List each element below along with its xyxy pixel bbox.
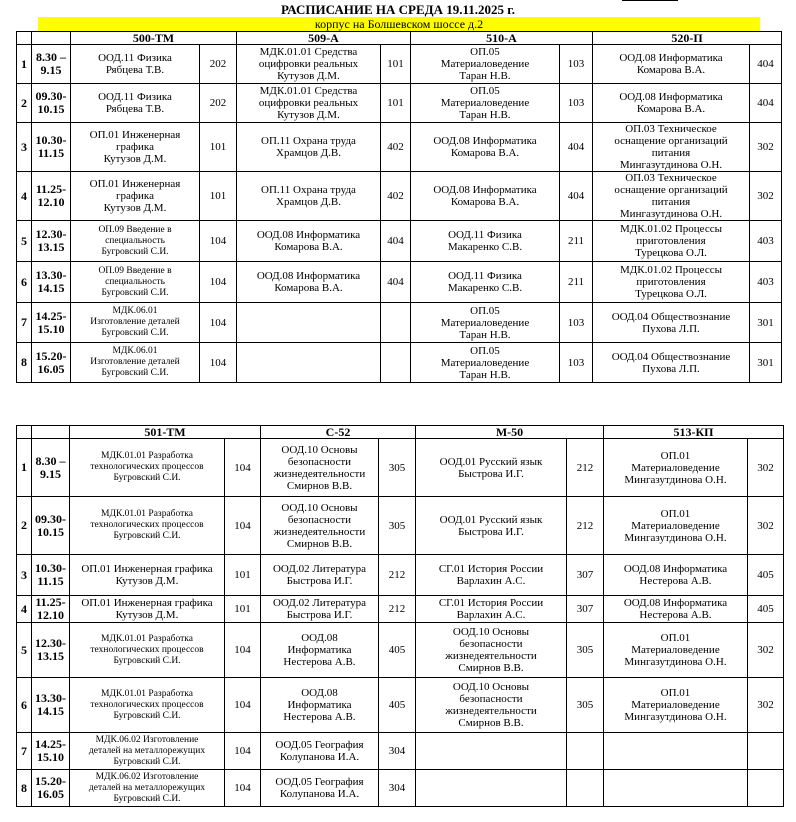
group-header: С-52 [261,426,416,439]
subject-cell: СГ.01 История России Варлахин А.С. [416,596,567,623]
subject-cell: ОП.01 Материаловедение Мингазутдинова О.Н. [604,497,748,555]
room-cell: 104 [225,770,261,807]
room-cell: 301 [750,303,782,343]
group-header: М-50 [416,426,604,439]
subject-cell: ОП.05 Материаловедение Таран Н.В. [411,303,560,343]
lesson-number: 2 [17,84,32,123]
room-cell [748,770,784,807]
table-row [17,623,784,678]
room-cell: 104 [200,303,237,343]
group-header: 500-ТМ [71,32,237,45]
schedule-table-2 [16,425,784,807]
subject-cell: СГ.01 История России Варлахин А.С. [416,555,567,596]
subject-cell [416,770,567,807]
lesson-time: 11.25- 12.10 [32,172,71,221]
header-row [17,426,784,439]
subject-cell: ООД.10 Основы безопасности жизнедеятельности Смирнов В.В. [261,439,379,497]
room-cell: 404 [381,221,411,262]
room-cell: 104 [200,343,237,383]
room-cell: 104 [225,623,261,678]
table-row [17,84,782,123]
room-cell: 404 [560,123,593,172]
room-cell: 304 [379,733,416,770]
lesson-number: 3 [17,123,32,172]
subject-cell: МДК.06.02 Изготовление деталей на металлорежущих Бугровский С.И. [70,770,225,807]
subject-cell: МДК.01.02 Процессы приготовления Турецкова О.Л. [593,221,750,262]
lesson-number: 6 [17,678,32,733]
room-cell: 405 [379,678,416,733]
header-time [32,32,71,45]
room-cell: 404 [750,45,782,84]
subject-cell: ООД.08 Информатика Комарова В.А. [411,172,560,221]
room-cell: 302 [750,172,782,221]
group-header: 501-ТМ [70,426,261,439]
page-title: РАСПИСАНИЕ НА СРЕДА 19.11.2025 г. [281,2,515,17]
subject-cell: ООД.10 Основы безопасности жизнедеятельности Смирнов В.В. [261,497,379,555]
subject-cell: ООД.05 География Колупанова И.А. [261,770,379,807]
table-row [17,555,784,596]
subject-cell: ООД.01 Русский язык Быстрова И.Г. [416,439,567,497]
room-cell: 302 [748,439,784,497]
top-rule [622,0,678,1]
room-cell: 101 [381,45,411,84]
subject-cell: ОП.09 Введение в специальность Бугровский С.И. [71,262,200,303]
subject-cell [237,303,381,343]
group-header: 520-П [593,32,782,45]
table-row [17,678,784,733]
room-cell: 103 [560,84,593,123]
subject-cell: МДК.06.01 Изготовление деталей Бугровский С.И. [71,343,200,383]
subject-cell: ООД.10 Основы безопасности жизнедеятельности Смирнов В.В. [416,623,567,678]
lesson-time: 12.30- 13.15 [32,623,70,678]
table-row [17,439,784,497]
lesson-time: 15.20- 16.05 [32,343,71,383]
subject-cell: ООД.08 Информатика Комарова В.А. [593,84,750,123]
room-cell: 405 [748,596,784,623]
subject-cell: ОП.01 Инженерная графика Кутузов Д.М. [70,596,225,623]
subject-cell [416,733,567,770]
lesson-number: 1 [17,439,32,497]
table-row [17,596,784,623]
lesson-number: 7 [17,733,32,770]
room-cell: 302 [750,123,782,172]
room-cell: 404 [560,172,593,221]
room-cell: 202 [200,45,237,84]
subject-cell: МДК.01.01 Разработка технологических процессов Бугровский С.И. [70,497,225,555]
subject-cell: ОП.11 Охрана труда Храмцов Д.В. [237,123,381,172]
room-cell: 403 [750,262,782,303]
room-cell: 305 [567,678,604,733]
room-cell: 104 [200,221,237,262]
lesson-number: 8 [17,343,32,383]
room-cell: 101 [225,555,261,596]
room-cell [748,733,784,770]
room-cell: 405 [379,623,416,678]
subject-cell: ОП.03 Техническое оснащение организаций питания Мингазутдинова О.Н. [593,123,750,172]
lesson-number: 5 [17,221,32,262]
subject-cell [604,770,748,807]
room-cell [567,733,604,770]
subject-cell: ОП.05 Материаловедение Таран Н.В. [411,343,560,383]
lesson-number: 4 [17,172,32,221]
room-cell: 104 [225,439,261,497]
table-row [17,497,784,555]
subject-cell: ОП.05 Материаловедение Таран Н.В. [411,45,560,84]
room-cell: 302 [748,497,784,555]
subject-cell: ООД.11 Физика Рябцева Т.В. [71,45,200,84]
room-cell: 307 [567,596,604,623]
table-row [17,172,782,221]
subject-cell: ООД.02 Литература Быстрова И.Г. [261,596,379,623]
room-cell: 212 [567,439,604,497]
room-cell: 101 [225,596,261,623]
subject-cell: ОП.01 Инженерная графика Кутузов Д.М. [70,555,225,596]
lesson-number: 1 [17,45,32,84]
room-cell: 211 [560,262,593,303]
room-cell [381,303,411,343]
lesson-time: 13.30- 14.15 [32,678,70,733]
subject-cell: ООД.11 Физика Макаренко С.В. [411,262,560,303]
subject-cell: ООД.01 Русский язык Быстрова И.Г. [416,497,567,555]
subject-cell: ОП.01 Инженерная графика Кутузов Д.М. [71,123,200,172]
room-cell: 212 [567,497,604,555]
subject-cell: МДК.06.01 Изготовление деталей Бугровский С.И. [71,303,200,343]
room-cell: 307 [567,555,604,596]
lesson-number: 3 [17,555,32,596]
lesson-time: 09.30- 10.15 [32,84,71,123]
header-num [17,32,32,45]
subject-cell: ООД.11 Физика Рябцева Т.В. [71,84,200,123]
table-row [17,221,782,262]
lesson-time: 8.30 – 9.15 [32,45,71,84]
room-cell: 211 [560,221,593,262]
lesson-number: 7 [17,303,32,343]
table-row [17,733,784,770]
table-row [17,343,782,383]
lesson-number: 6 [17,262,32,303]
header-row [17,32,782,45]
lesson-number: 5 [17,623,32,678]
subject-cell: ООД.10 Основы безопасности жизнедеятельности Смирнов В.В. [416,678,567,733]
subject-cell: ОП.09 Введение в специальность Бугровский С.И. [71,221,200,262]
room-cell: 404 [750,84,782,123]
room-cell: 305 [567,623,604,678]
table-row [17,303,782,343]
subject-cell: ООД.05 География Колупанова И.А. [261,733,379,770]
subject-cell: МДК.01.01 Разработка технологических процессов Бугровский С.И. [70,439,225,497]
room-cell: 103 [560,45,593,84]
room-cell: 101 [381,84,411,123]
subject-cell: ОП.05 Материаловедение Таран Н.В. [411,84,560,123]
room-cell: 104 [200,262,237,303]
room-cell: 103 [560,343,593,383]
subject-cell: ООД.08 Информатика Комарова В.А. [237,221,381,262]
subject-cell [237,343,381,383]
room-cell: 212 [379,555,416,596]
subject-cell: ООД.04 Обществознание Пухова Л.П. [593,343,750,383]
subject-cell: ОП.01 Материаловедение Мингазутдинова О.Н. [604,623,748,678]
subject-cell: ООД.08 Информатика Комарова В.А. [593,45,750,84]
room-cell: 301 [750,343,782,383]
subject-cell [604,733,748,770]
subject-cell: МДК.01.01 Средства оцифровки реальных Кутузов Д.М. [237,45,381,84]
lesson-time: 15.20- 16.05 [32,770,70,807]
table-row [17,262,782,303]
lesson-number: 4 [17,596,32,623]
room-cell: 104 [225,497,261,555]
subject-cell: ООД.02 Литература Быстрова И.Г. [261,555,379,596]
room-cell: 404 [381,262,411,303]
lesson-time: 14.25- 15.10 [32,733,70,770]
header-time [32,426,70,439]
room-cell: 305 [379,497,416,555]
lesson-time: 13.30- 14.15 [32,262,71,303]
subject-cell: ОП.03 Техническое оснащение организаций питания Мингазутдинова О.Н. [593,172,750,221]
room-cell [381,343,411,383]
subject-cell: МДК.01.02 Процессы приготовления Турецкова О.Л. [593,262,750,303]
table-row [17,770,784,807]
room-cell: 304 [379,770,416,807]
lesson-number: 8 [17,770,32,807]
subject-cell: МДК.01.01 Разработка технологических процессов Бугровский С.И. [70,678,225,733]
subject-cell: ООД.04 Обществознание Пухова Л.П. [593,303,750,343]
lesson-time: 14.25- 15.10 [32,303,71,343]
room-cell: 402 [381,172,411,221]
campus-subtitle: корпус на Болшевском шоссе д.2 [38,17,760,31]
room-cell [567,770,604,807]
table-row [17,123,782,172]
lesson-time: 09.30- 10.15 [32,497,70,555]
lesson-time: 8.30 – 9.15 [32,439,70,497]
room-cell: 101 [200,123,237,172]
subject-cell: ОП.01 Материаловедение Мингазутдинова О.Н. [604,439,748,497]
subject-cell: ООД.08 Информатика Нестерова А.В. [261,678,379,733]
table-row [17,45,782,84]
subject-cell: МДК.01.01 Разработка технологических процессов Бугровский С.И. [70,623,225,678]
room-cell: 103 [560,303,593,343]
room-cell: 202 [200,84,237,123]
subject-cell: ОП.01 Инженерная графика Кутузов Д.М. [71,172,200,221]
room-cell: 302 [748,678,784,733]
room-cell: 212 [379,596,416,623]
lesson-number: 2 [17,497,32,555]
group-header: 509-А [237,32,411,45]
subject-cell: МДК.06.02 Изготовление деталей на металлорежущих Бугровский С.И. [70,733,225,770]
subject-cell: МДК.01.01 Средства оцифровки реальных Кутузов Д.М. [237,84,381,123]
room-cell: 101 [200,172,237,221]
lesson-time: 10.30- 11.15 [32,555,70,596]
subject-cell: ООД.08 Информатика Нестерова А.В. [604,596,748,623]
subject-cell: ООД.08 Информатика Нестерова А.В. [604,555,748,596]
room-cell: 104 [225,733,261,770]
room-cell: 104 [225,678,261,733]
lesson-time: 12.30- 13.15 [32,221,71,262]
schedule-table-1 [16,31,782,383]
subject-cell: ОП.01 Материаловедение Мингазутдинова О.Н. [604,678,748,733]
subject-cell: ООД.08 Информатика Комарова В.А. [237,262,381,303]
subject-cell: ОП.11 Охрана труда Храмцов Д.В. [237,172,381,221]
header-num [17,426,32,439]
room-cell: 405 [748,555,784,596]
lesson-time: 11.25- 12.10 [32,596,70,623]
room-cell: 305 [379,439,416,497]
subject-cell: ООД.08 Информатика Нестерова А.В. [261,623,379,678]
subject-cell: ООД.08 Информатика Комарова В.А. [411,123,560,172]
group-header: 513-КП [604,426,784,439]
room-cell: 402 [381,123,411,172]
room-cell: 403 [750,221,782,262]
lesson-time: 10.30- 11.15 [32,123,71,172]
group-header: 510-А [411,32,593,45]
room-cell: 302 [748,623,784,678]
subject-cell: ООД.11 Физика Макаренко С.В. [411,221,560,262]
